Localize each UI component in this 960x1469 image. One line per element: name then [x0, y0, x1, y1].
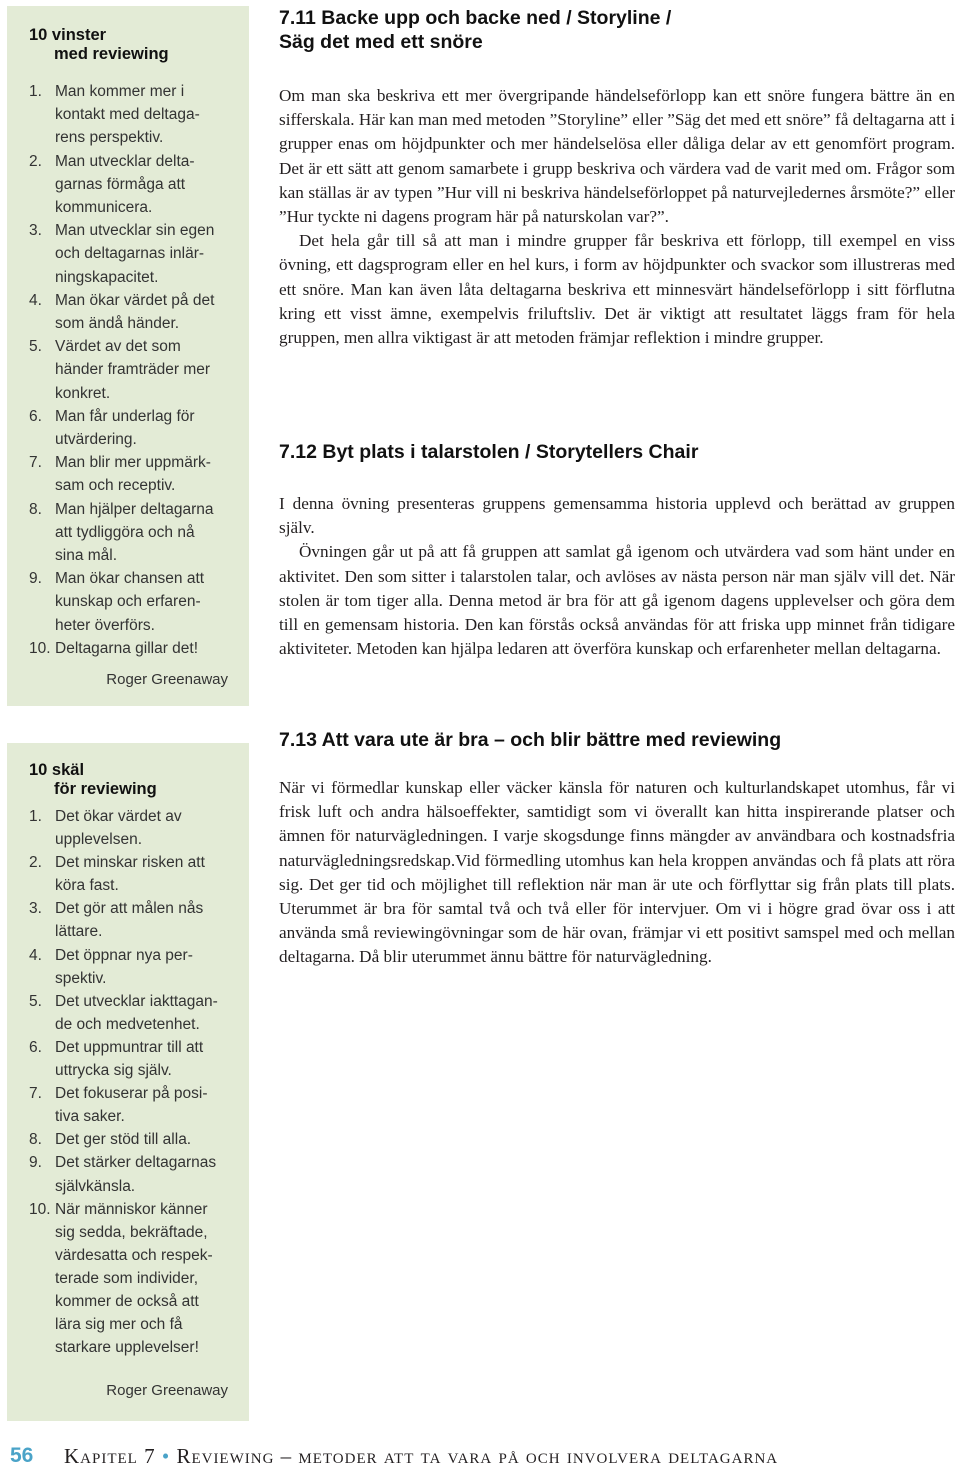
list-item — [29, 219, 237, 289]
paragraph: Om man ska beskriva ett mer övergripande händelseförlopp kan ett snöre fungera bättre än en sifferskala. Här kan man med metoden ”Storyline” eller ”Säg det med ett snöre” få deltagarna att i grupper enas om höjdpunkter och mer händelselösa eller dåliga delar av ett genomfört program. Det är ett sätt att genom samarbete i grupp beskriva och värdera vad de varit med om. Frågor som kan ställas är av typen ”Hur vill ni beskriva händelseförloppet på naturvejledernes årsmöte?” eller ”Hur tyckte ni dagens program här på naturskolan var?”. — [279, 86, 955, 227]
list-item — [29, 851, 237, 897]
list-item — [29, 1036, 237, 1082]
list-item-number: 3. — [29, 900, 42, 918]
list-item — [29, 289, 237, 335]
list-item-text: sig sedda, bekräftade, — [55, 1223, 208, 1241]
list-item-text: rens perspektiv. — [55, 129, 164, 147]
chapter-title: Reviewing – metoder att ta vara på och involvera deltagarna — [176, 1444, 779, 1468]
list-item — [29, 805, 237, 851]
section-heading — [279, 6, 955, 54]
list-item — [29, 498, 237, 568]
section-heading — [279, 728, 955, 752]
list-item-text: och deltagarnas inlär- — [55, 245, 205, 263]
section-body — [279, 776, 955, 970]
list-item-number: 6. — [29, 1038, 42, 1056]
list-item-text: ningskapacitet. — [55, 268, 159, 286]
sidebar-box-skal — [7, 743, 249, 1421]
list-item-number: 3. — [29, 222, 42, 240]
running-title — [64, 1444, 778, 1469]
reason-list — [29, 805, 237, 1359]
box-title — [29, 26, 237, 64]
list-item-number: 4. — [29, 291, 42, 309]
list-item-number: 7. — [29, 454, 42, 472]
heading-line: 7.13 Att vara ute är bra – och blir bättre med reviewing — [279, 729, 782, 751]
list-item-text: Det utvecklar iakttagan- — [55, 992, 218, 1010]
list-item — [29, 80, 237, 150]
box-signature: Roger Greenaway — [106, 671, 228, 688]
list-item-text: Man utvecklar sin egen — [55, 222, 215, 240]
list-item-number: 6. — [29, 407, 42, 425]
list-item-text: Man ökar värdet på det — [55, 291, 215, 309]
list-item-text: Man kommer mer i — [55, 83, 185, 100]
list-item-text: upplevelsen. — [55, 831, 143, 849]
list-item-text: värdesatta och respek- — [55, 1246, 213, 1264]
list-item-text: kommer de också att — [55, 1292, 199, 1310]
list-item-text: När människor känner — [55, 1200, 208, 1218]
list-item — [29, 944, 237, 990]
list-item-text: att tydliggöra och nå — [55, 523, 195, 541]
page-footer — [0, 1440, 960, 1469]
list-item-text: köra fast. — [55, 877, 119, 895]
list-item-text: Det uppmuntrar till att — [55, 1038, 204, 1056]
list-item — [29, 990, 237, 1036]
list-item-number: 7. — [29, 1085, 42, 1103]
list-item-text: Det öppnar nya per- — [55, 946, 193, 964]
chapter-label: Kapitel 7 — [64, 1444, 156, 1468]
box-title-line2: för reviewing — [54, 780, 157, 798]
list-item-text: Man får underlag för — [55, 407, 195, 425]
list-item-text: Man utvecklar delta- — [55, 152, 195, 170]
list-item — [29, 451, 237, 497]
list-item-text: utvärdering. — [55, 431, 137, 449]
list-item — [29, 1082, 237, 1128]
list-item-text: självkänsla. — [55, 1177, 136, 1195]
list-item-text: Man ökar chansen att — [55, 570, 205, 588]
list-item-text: uttrycka sig själv. — [55, 1062, 172, 1080]
list-item-text: de och medvetenhet. — [55, 1015, 200, 1033]
list-item — [29, 637, 237, 660]
list-item-number: 9. — [29, 1154, 42, 1172]
list-item-text: Det stärker deltagarnas — [55, 1154, 217, 1172]
list-item-text: Det ökar värdet av — [55, 808, 182, 825]
list-item-number: 10. — [29, 1200, 51, 1218]
list-item-text: lättare. — [55, 923, 103, 941]
separator-dot: • — [161, 1444, 171, 1468]
list-item — [29, 335, 237, 405]
list-item-text: Man blir mer uppmärk- — [55, 454, 211, 472]
box-title-line2: med reviewing — [54, 45, 169, 63]
list-item-text: händer framträder mer — [55, 361, 211, 379]
list-item-text: Det gör att målen nås — [55, 900, 204, 918]
list-item-text: heter överförs. — [55, 616, 155, 634]
list-item — [29, 150, 237, 220]
list-item-text: Det minskar risken att — [55, 854, 205, 872]
box-title — [29, 761, 237, 799]
list-item-number: 10. — [29, 639, 51, 657]
list-item-text: Det ger stöd till alla. — [55, 1131, 192, 1149]
list-item — [29, 1151, 237, 1197]
list-item-text: som ändå händer. — [55, 315, 180, 333]
list-item — [29, 567, 237, 637]
section-heading — [279, 440, 955, 464]
list-item-number: 8. — [29, 500, 42, 518]
list-item-text: starkare upplevelser! — [55, 1339, 199, 1357]
page-number: 56 — [10, 1444, 34, 1467]
list-item-text: kunskap och erfaren- — [55, 593, 201, 611]
sidebar-box-vinster — [7, 6, 249, 706]
list-item-number: 5. — [29, 338, 42, 356]
list-item-text: tiva saker. — [55, 1108, 125, 1126]
section-7-11 — [279, 6, 955, 350]
list-item — [29, 1128, 237, 1151]
section-body — [279, 84, 955, 350]
paragraph: I denna övning presenteras gruppens gemensamma historia upplevd och berättad av gruppen själv. — [279, 494, 955, 538]
list-item-text: sam och receptiv. — [55, 477, 176, 495]
list-item-text: Värdet av det som — [55, 338, 181, 356]
list-item-text: Deltagarna gillar det! — [55, 639, 199, 657]
list-item-text: spektiv. — [55, 969, 107, 987]
box-title-line1: 10 skäl — [29, 761, 85, 779]
list-item-text: konkret. — [55, 384, 111, 402]
heading-line: 7.12 Byt plats i talarstolen / Storytellers Chair — [279, 441, 699, 463]
section-body — [279, 492, 955, 661]
list-item-number: 9. — [29, 570, 42, 588]
list-item-text: Det fokuserar på posi- — [55, 1085, 208, 1103]
list-item-text: Man hjälper deltagarna — [55, 500, 214, 518]
list-item — [29, 1198, 237, 1360]
heading-line: Säg det med ett snöre — [279, 31, 483, 53]
list-item-text: sina mål. — [55, 547, 118, 565]
list-item-number: 1. — [29, 83, 42, 100]
list-item-number: 2. — [29, 854, 42, 872]
list-item-number: 2. — [29, 152, 42, 170]
paragraph: Övningen går ut på att få gruppen att samlat gå igenom och utvärdera vad som hänt under en aktivitet. Den som sitter i talarstolen talar, och avlöses av nästa person när man själv vill det. När stolen är tom tiger alla. Denna metod är bra för att gå igenom dagens upplevelser och göra dem till en gemensam historia. Den kan förstås också användas för att friska upp minnet från tidigare aktiviteter. Metoden kan hjälpa ledaren att överföra kunskap och erfarenheter mellan deltagarna. — [279, 542, 955, 659]
heading-line: 7.11 Backe upp och backe ned / Storyline / — [279, 7, 672, 29]
list-item-number: 4. — [29, 946, 42, 964]
box-signature: Roger Greenaway — [106, 1382, 228, 1399]
list-item-text: garnas förmåga att — [55, 175, 186, 193]
section-7-12 — [279, 440, 955, 661]
list-item-text: kontakt med deltaga- — [55, 106, 200, 124]
paragraph: När vi förmedlar kunskap eller väcker känsla för naturen och kulturlandskapet utomhus, får vi frisk luft och andra hälsoeffekter, samtidigt som vi överallt kan hitta inspirerande platser och ämnen för naturvägledningen. I varje skogsdunge finns mängder av användbara och kostnadsfria naturvägledningsredskap.Vid förmedling utomhus kan hela kroppen användas och få plats att röra sig. Det ger tid och möjlighet till reflektion när man är ute och förflyttar sig från plats till plats. Uterummet är bra för samtal två och två eller för intervjuer. Om vi i högre grad övar oss i att använda små reviewingövningar som de här ovan, främjar vi ett positivt samspel med och mellan deltagarna. Då blir uterummet ännu bättre för naturvägledning. — [279, 778, 955, 967]
list-item-number: 1. — [29, 808, 42, 825]
paragraph: Det hela går till så att man i mindre grupper får beskriva ett förlopp, till exempel en viss övning, ett dagsprogram eller en hel kurs, i form av höjdpunkter och svackor som illustreras med ett snöre. Man kan även låta deltagarna beskriva ett minnesvärt händelseförlopp i sitt förflutna kring ett visst ämne, exempelvis friluftsliv. Det är viktigt att resultatet läggs fram för hela gruppen, men allra viktigast är att metoden främjar reflektion i mindre grupper. — [279, 231, 955, 348]
list-item-text: lära sig mer och få — [55, 1316, 183, 1334]
list-item-number: 8. — [29, 1131, 42, 1149]
list-item-text: terade som individer, — [55, 1269, 199, 1287]
section-7-13 — [279, 728, 955, 970]
box-title-line1: 10 vinster — [29, 26, 107, 44]
list-item — [29, 405, 237, 451]
list-item-number: 5. — [29, 992, 42, 1010]
list-item — [29, 897, 237, 943]
benefit-list — [29, 80, 237, 660]
list-item-text: kommunicera. — [55, 199, 153, 217]
